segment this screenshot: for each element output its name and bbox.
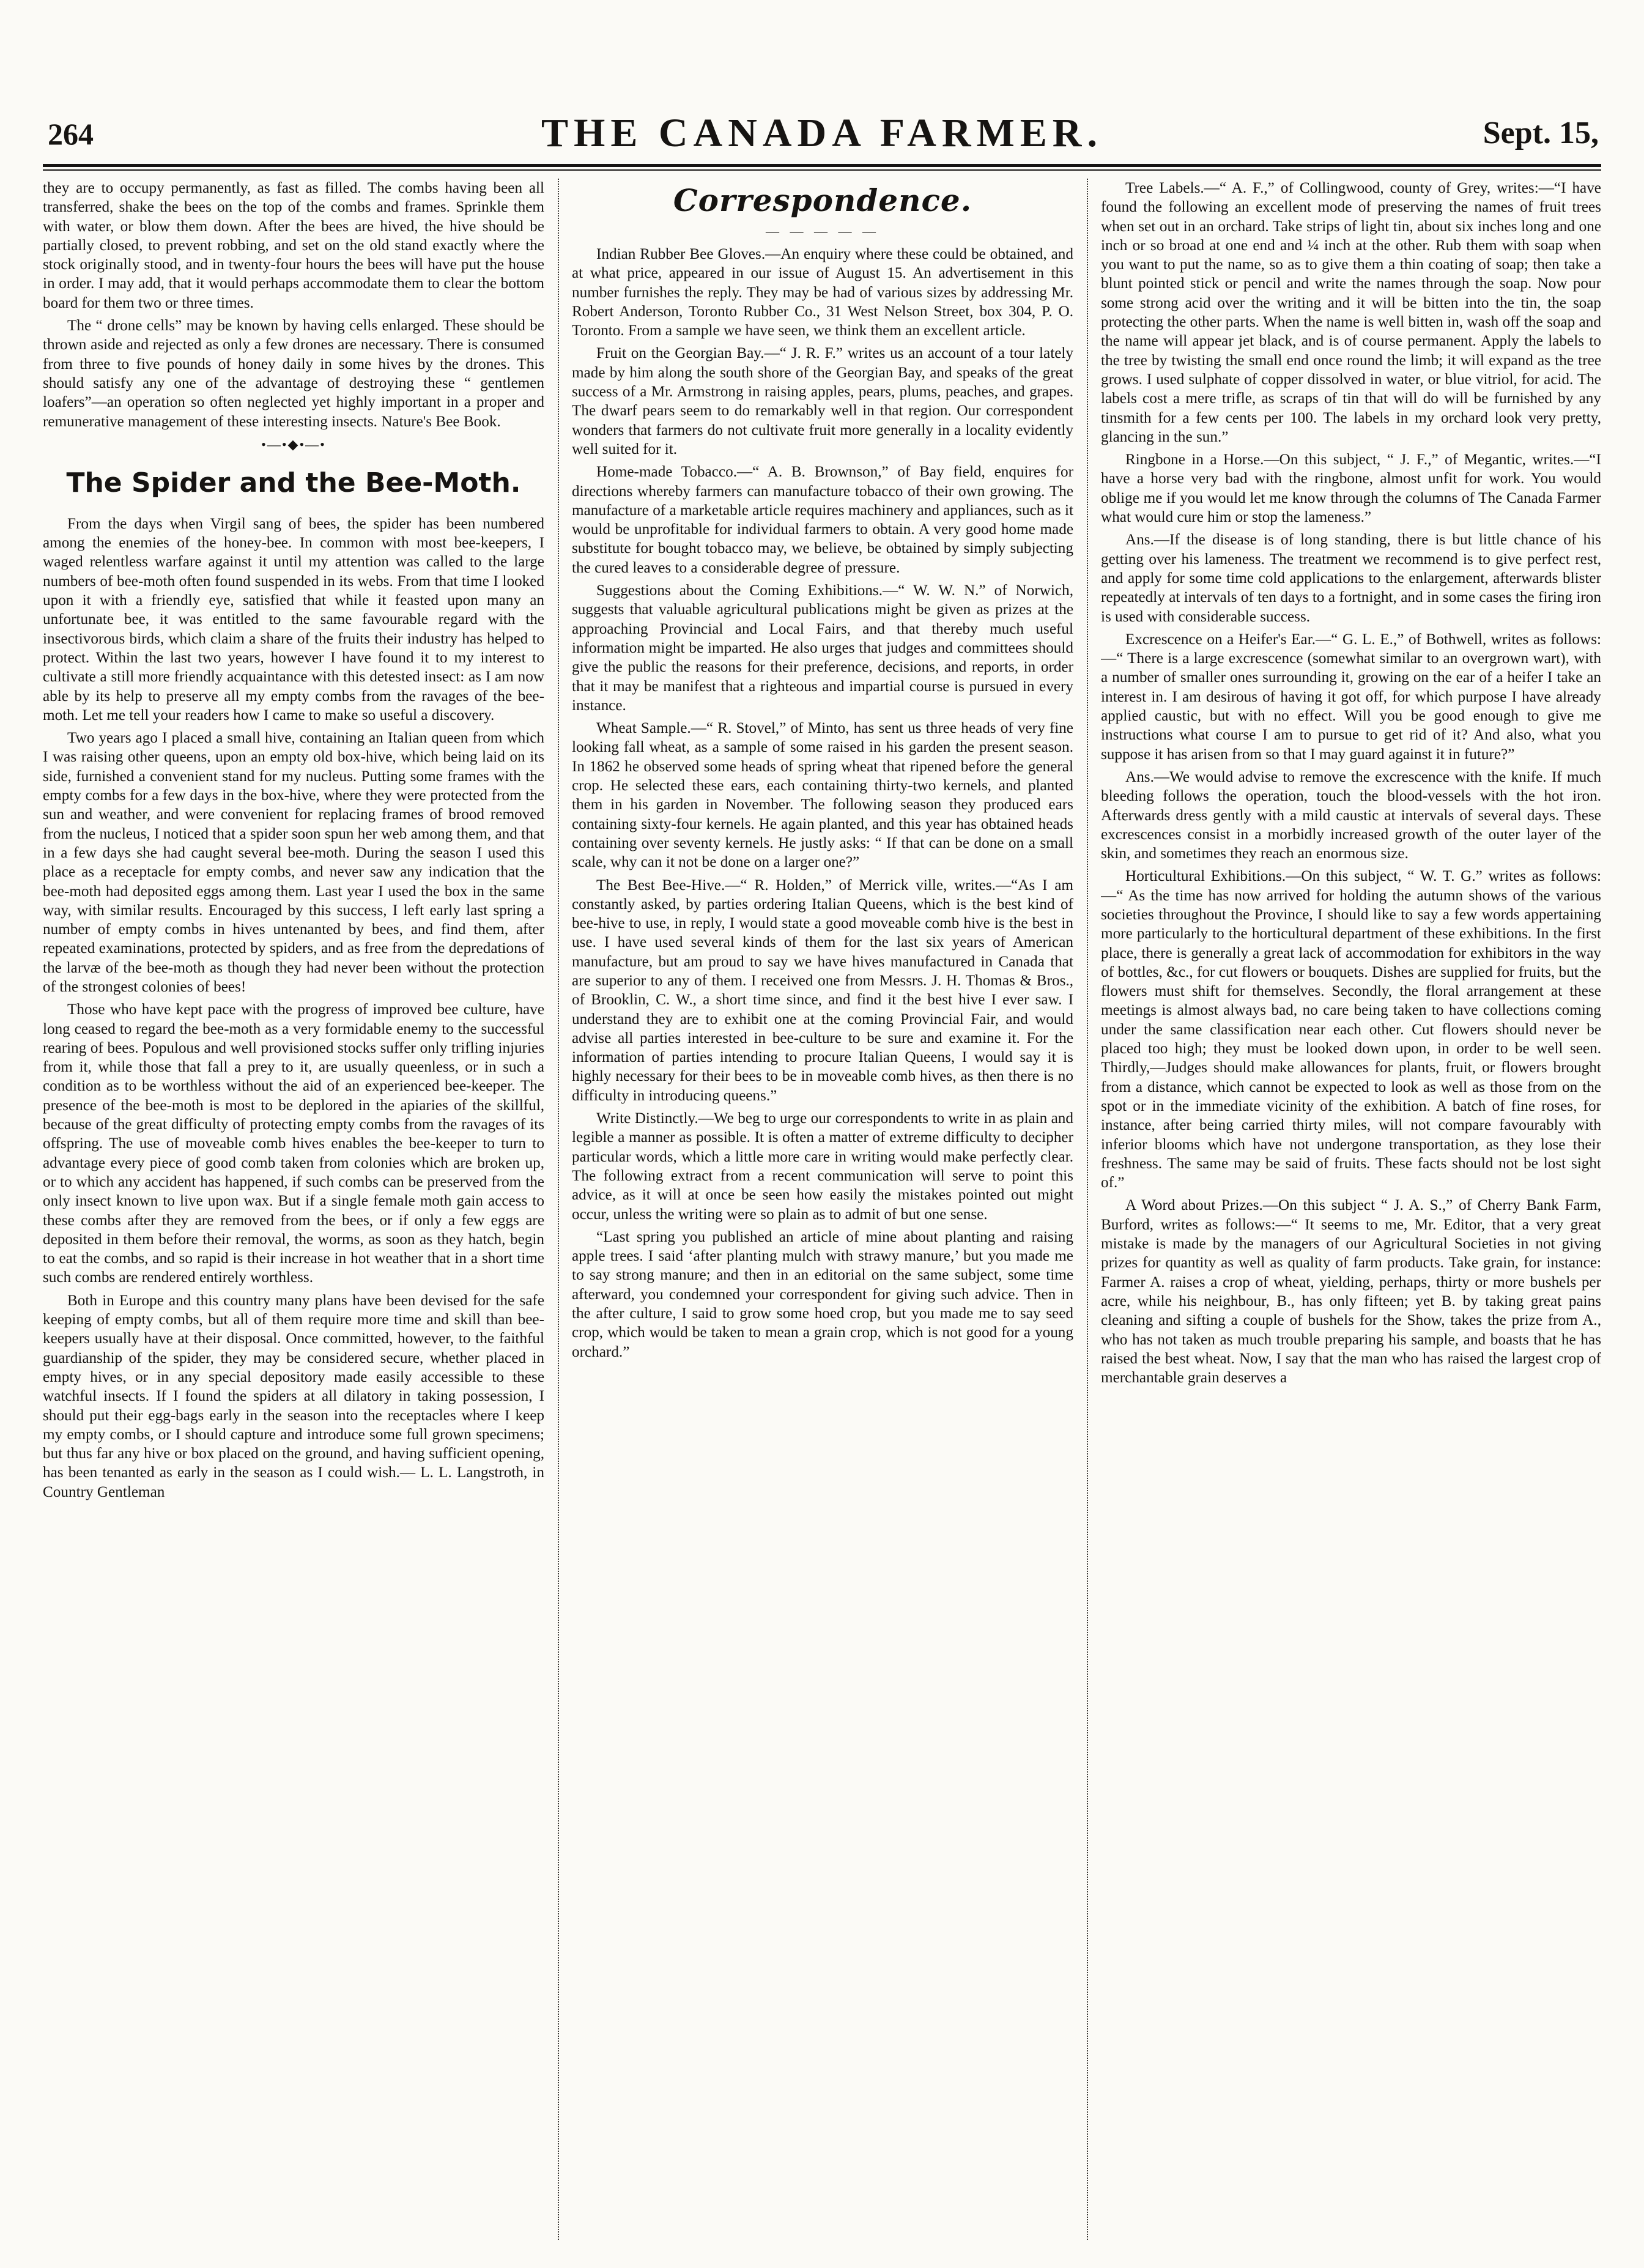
section-ornament: •—•◆•—• (261, 436, 326, 452)
column-2 (572, 179, 1073, 2240)
correspondence-item: Horticultural Exhibitions.—On this subject, “ W. T. G.” writes as follows:—“ As the time has now arrived for holding the autumn shows of the various societies throughout the Province, I should like to say a few words appertaining more particularly to the horticultural department of these exhibitions. In the first place, there is generally a great lack of accommodation for exhibitors in the way of bottles, &c., for cut flowers or bouquets. Dishes are supplied for fruits, but the flowers must shift for themselves. Secondly, the floral arrangement at these meetings is almost always bad, no care being taken to have collections coming under the same classification near each other. Cut flowers should never be placed too high; they must be looked down upon, in order to be well seen. Thirdly,—Judges should make allowances for plants, fruit, or flowers brought from a distance, which cannot be expected to look as well as those from on the spot or in the immediate vicinity of the exhibition. A batch of fine roses, for instance, after being carried thirty miles, will not compare favourably with inferior blooms which have not undergone transportation, as they lose their freshness. The same may be said of fruits. These facts should not be lost sight of.” (1101, 868, 1601, 1191)
article-paragraph: From the days when Virgil sang of bees, the spider has been numbered among the enemies of the honey-bee. In common with most bee-keepers, I waged relentless warfare against it until my attention was called to the large numbers of bee-moth often found suspended in its webs. From that time I looked upon it with a friendly eye, satisfied that while it feasted upon many an unfortunate bee, it was entitled to the same favourable regard with the insectivorous birds, which claim a share of the fruits their industry has helped to protect. Within the last two years, however I have found it to my interest to cultivate a still more friendly acquaintance with this detested insect: as I am now able by its help to preserve all my empty combs from the ravages of the bee-moth. Let me tell your readers how I came to make so useful a discovery. (43, 515, 544, 724)
correspondence-item: Tree Labels.—“ A. F.,” of Collingwood, county of Grey, writes:—“I have found the following an excellent mode of preserving the names of fruit trees when set out in an orchard. Take strips of light tin, about six inches long and one inch or so broad at one end and ¼ inch at the other. Rub them with soap when you want to put the name, so as to give them a thin coating of soap; then take a blunt pointed stick or pencil and write the names through the soap. Now pour some strong acid over the writing and it will be bitten into the tin, the soap protecting the other parts. When the name is well bitten in, wash off the soap and the name will appear jet black, and is of course permanent. Apply the labels to the tree by twisting the small end once round the limb; it will expand as the tree grows. I used sulphate of copper dissolved in water, or blue vitriol, for acid. The labels cost a mere trifle, as scraps of tin that will do will be furnished by any tinsmith for a few cents per 100. The labels in my orchard look very pretty, glancing in the sun.” (1101, 180, 1601, 445)
column-1 (43, 179, 544, 2240)
article-paragraph: Those who have kept pace with the progress of improved bee culture, have long ceased to regard the bee-moth as a very formidable enemy to the successful rearing of bees. Populous and well provisioned stocks suffer only trifling injuries from it, while those that fall a prey to it, are usually queenless, or in such a condition as to be worthless without the aid of an experienced bee-keeper. The presence of the bee-moth is most to be deplored in the apiaries of the skillful, because of the great difficulty of protecting empty combs from the ravages of its offspring. The use of moveable comb hives enables the bee-keeper to turn to advantage every piece of good comb taken from colonies which are broken up, or to which any accident has happened, if such combs can be preserved from the only insect known to live upon wax. But if a single female moth gain access to these combs after they are removed from the bees, or if only a few eggs are deposited in them before their removal, the worms, as soon as they hatch, begin to eat the combs, and so rapid is their increase in hot weather that in a short time such combs are rendered entirely worthless. (43, 1001, 544, 1286)
correspondence-item: “Last spring you published an article of mine about planting and raising apple trees. I said ‘after planting mulch with strawy manure,’ but you made me to say strong manure; and then in an editorial on the same subject, some time afterward, you condemned your correspondent for giving such advice. Then in the after culture, I said to grow some hoed crop, but you made me to say seed crop, which would be taken to mean a grain crop, which is not good for a young orchard.” (572, 1228, 1073, 1360)
correspondence-item: Home-made Tobacco.—“ A. B. Brownson,” of Bay field, enquires for directions whereby farmers can manufacture tobacco of their own growing. The manufacture of a marketable article requires machinery and appliances, such as it would be unprofitable for individual farmers to obtain. A very good home made substitute for bought tobacco may, we believe, be obtained by simply subjecting the cured leaves to a considerable degree of pressure. (572, 464, 1073, 576)
correspondence-item: Wheat Sample.—“ R. Stovel,” of Minto, has sent us three heads of very fine looking fall wheat, as a sample of some raised in his garden the present season. In 1862 he observed some heads of spring wheat that ripened before the general crop. He selected these ears, each containing thirty-two kernels, and planted them in his garden in November. The following season they produced ears containing sixty-four kernels. He again planted, and this year has obtained heads containing over seventy kernels. He justly asks: “ If that can be done on a small scale, why can it not be done on a larger one?” (572, 720, 1073, 871)
masthead-title: THE CANADA FARMER. (541, 111, 1103, 155)
answer-paragraph: Ans.—We would advise to remove the excrescence with the knife. If much bleeding follows the operation, touch the blood-vessels with the hot iron. Afterwards dress gently with a mild caustic at intervals of several days. These excrescences consist in a morbidly increased growth of the outer layer of the skin, and sometimes they reach an enormous size. (1101, 768, 1601, 862)
article-paragraph: The “ drone cells” may be known by having cells enlarged. These should be thrown aside and rejected as only a few drones are necessary. There is consumed from three to five pounds of honey daily in some hives by the drones. This should satisfy any one of the advantage of destroying these “ gentlemen loafers”—an operation so often neglected yet highly important in a proper and remunerative management of these interesting insects. Nature's Bee Book. (43, 317, 544, 430)
issue-date: Sept. 15, (1483, 116, 1599, 150)
column-3 (1101, 179, 1601, 2240)
header-rule-thin (43, 169, 1601, 171)
header-rule (43, 164, 1601, 167)
article-paragraph: they are to occupy permanently, as fast as filled. The combs having been all transferred, shake the bees on the top of the combs and frames. Sprinkle them with water, or blow them down. After the bees are hived, the hive should be partially closed, to prevent robbing, and set on the old stand exactly where the stock originally stood, and in twenty-four hours the bees will have put the house in order. I may add, that it would perhaps accommodate them to clear the bottom board for them two or three times. (43, 180, 544, 311)
correspondence-item: A Word about Prizes.—On this subject “ J. A. S.,” of Cherry Bank Farm, Burford, writes as follows:—“ It seems to me, Mr. Editor, that a very great mistake is made by the managers of our Agricultural Societies in not giving prizes for quantity as well as quality of farm products. Take grain, for instance: Farmer A. raises a crop of wheat, yielding, perhaps, thirty or more bushels per acre, while his neighbour, B., has only fifteen; yet B. by taking great pains cleaning and sifting a couple of bushels for the Show, takes the prize from A., who has not taken as much trouble preparing his sample, and boasts that he has raised the best wheat. Now, I say that the man who has raised the largest crop of merchantable grain deserves a (1101, 1197, 1601, 1387)
article-paragraph: Both in Europe and this country many plans have been devised for the safe keeping of empty combs, but all of them require more time and skill than bee-keepers usually have at their disposal. Once committed, however, to the faithful guardianship of the spider, they may be considered secure, whether placed in empty hives, or in any special depository made easily accessible to these watchful insects. If I found the spiders at all dilatory in taking possession, I should put their egg-bags early in the season into the receptacles where I keep my empty combs, or I should capture and introduce some full grown specimens; but thus far any hive or box placed on the ground, and having sufficient opening, has been tenanted as early in the season as I could wish.— L. L. Langstroth, in Country Gentleman (43, 1292, 544, 1500)
page-number: 264 (48, 117, 94, 151)
answer-paragraph: Ans.—If the disease is of long standing, there is but little chance of his getting over his lameness. The treatment we recommend is to give perfect rest, and apply for some time cold applications to the enlargement, afterwards blister repeatedly at intervals of ten days to a fortnight, and in some cases the firing iron is used with considerable success. (1101, 532, 1601, 625)
column-divider-2 (1087, 179, 1088, 2240)
correspondence-item: Fruit on the Georgian Bay.—“ J. R. F.” writes us an account of a tour lately made by him along the south shore of the Georgian Bay, and speaks of the great success of a Mr. Armstrong in raising apples, pears, plums, peaches, and grapes. The dwarf pears seem to do remarkably well in that region. Our correspondent wonders that farmers do not cultivate fruit more generally in a locality evidently well suited for it. (572, 345, 1073, 458)
correspondence-item: Ringbone in a Horse.—On this subject, “ J. F.,” of Megantic, writes.—“I have a horse very bad with the ringbone, almost unfit for work. You would oblige me if you would let me know through the columns of The Canada Farmer what would cure him or stop the lameness.” (1101, 451, 1601, 526)
correspondence-item: Excrescence on a Heifer's Ear.—“ G. L. E.,” of Bothwell, writes as follows:—“ There is a large excrescence (somewhat similar to an overgrown wart), with a number of smaller ones surrounding it, growing on the ear of a heifer I take an interest in. I am desirous of having it got off, for which purpose I have already applied caustic, but with no effect. Will you be good enough to give me instructions what course I am to pursue to get rid of it? And also, what you suppose it has arisen from so that I may guard against it in future?” (1101, 631, 1601, 763)
article-title-spider-bee-moth: The Spider and the Bee-Moth. (66, 467, 521, 498)
correspondence-item: Write Distinctly.—We beg to urge our correspondents to write in as plain and legible a manner as possible. It is often a matter of extreme difficulty to decipher particular words, which a little more care in writing would make perfectly clear. The following extract from a recent communication will serve to point this advice, as it will at once be seen how easily the mistakes pointed out might occur, unless the writing were so plain as to admit of but one sense. (572, 1110, 1073, 1223)
correspondence-item: The Best Bee-Hive.—“ R. Holden,” of Merrick ville, writes.—“As I am constantly asked, by parties ordering Italian Queens, which is the best kind of bee-hive to use, in reply, I would state a good moveable comb hive is the best in use. I have used several kinds of them for the last six years of American manufacture, but am proud to say we have hives manufactured in Canada that are superior to any of them. I received one from Messrs. J. H. Thomas & Bros., of Brooklin, C. W., a short time since, and find it the best hive I ever saw. I understand they are to exhibit one at the coming Provincial Fair, and would advise all parties interested in bee-culture to be sure and examine it. For the information of parties intending to procure Italian Queens, I would say it is highly necessary for their bees to be in moveable comb hives, as then there is no difficulty in introducing queens.” (572, 876, 1073, 1104)
heading-rule: — — — — — (766, 223, 879, 239)
page-header (43, 109, 1601, 164)
correspondence-item: Indian Rubber Bee Gloves.—An enquiry where these could be obtained, and at what price, appeared in our issue of August 15. An advertisement in this number furnishes the reply. They may be had of various sizes by addressing Mr. Robert Anderson, Toronto Rubber Co., 31 West Nelson Street, box 304, P. O. Toronto. From a sample we have seen, we think them an excellent article. (572, 246, 1073, 339)
correspondence-item: Suggestions about the Coming Exhibitions.—“ W. W. N.” of Norwich, suggests that valuable agricultural publications might be given as prizes at the approaching Provincial and Local Fairs, and that thereby much useful information might be imparted. He also urges that judges and committees should give the public the reasons for their preference, decisions, and reports, in order that it may be manifest that a righteous and impartial course is pursued in every instance. (572, 582, 1073, 714)
article-paragraph: Two years ago I placed a small hive, containing an Italian queen from which I was raising other queens, upon an empty old box-hive, which being laid on its side, furnished a convenient stand for my nucleus. Putting some frames with the empty combs for a few days in the box-hive, where they were protected from the sun and weather, and were convenient for replacing frames of brood removed from the nucleus, I noticed that a spider soon spun her web among them, and that in a few days she had caught several bee-moth. During the season I used this place as a receptacle for empty combs, and never saw any indication that the bee-moth had deposited eggs among them. Last year I used the box in the same way, with similar results. Encouraged by this success, I left early last spring a number of empty combs in hives untenanted by bees, and find them, after repeated examinations, protected by spiders, and as free from the depredations of the larvæ of the bee-moth as though they had never been without the protection of the strongest colonies of bees! (43, 730, 544, 995)
correspondence-heading: Correspondence. (673, 182, 972, 218)
column-divider-1 (558, 179, 559, 2240)
